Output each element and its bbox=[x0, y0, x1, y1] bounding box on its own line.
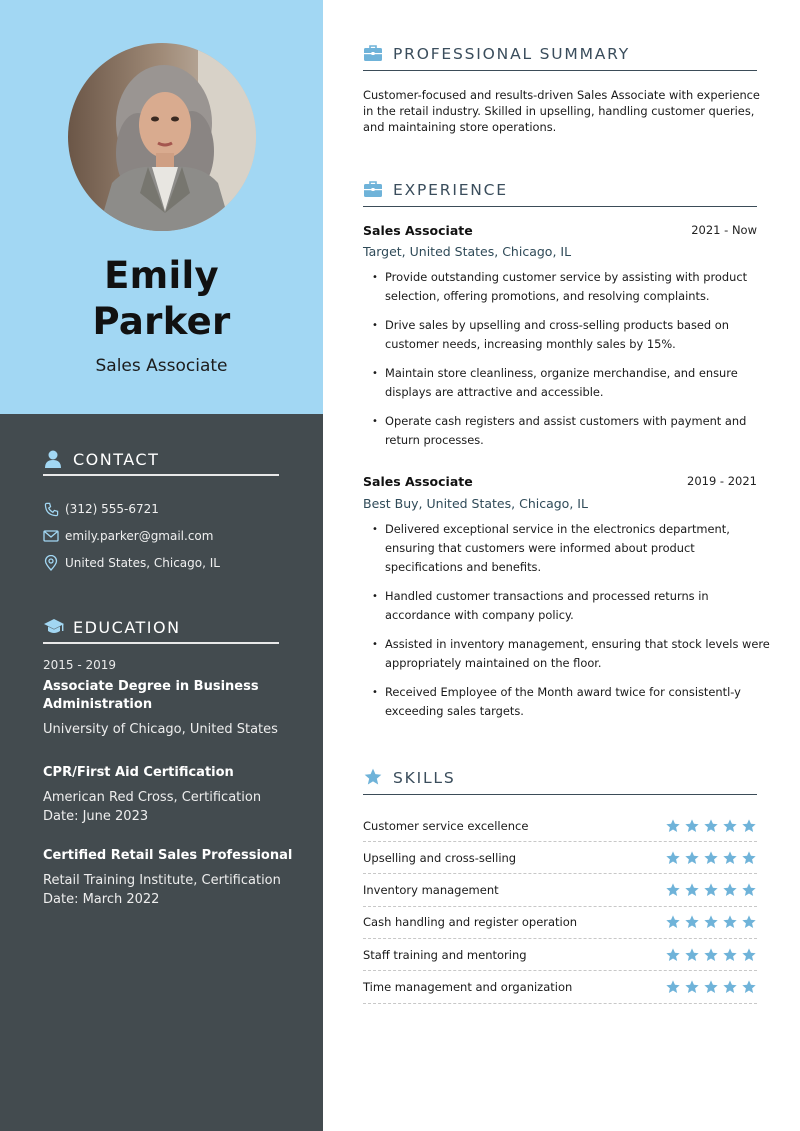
education-heading: EDUCATION bbox=[73, 618, 181, 637]
star-icon bbox=[665, 947, 681, 963]
education-item bbox=[43, 764, 303, 826]
location-icon bbox=[43, 555, 59, 571]
skill-row bbox=[363, 810, 757, 842]
star-icon bbox=[684, 818, 700, 834]
skills-divider bbox=[363, 794, 757, 795]
job-header bbox=[363, 223, 757, 238]
star-icon bbox=[722, 914, 738, 930]
contact-heading: CONTACT bbox=[73, 450, 160, 469]
location-text: United States, Chicago, IL bbox=[65, 556, 220, 570]
job-bullet: • Maintain store cleanliness, organize merchandise, and ensure displays are attractive and accessible. bbox=[363, 364, 773, 402]
briefcase-icon bbox=[363, 44, 383, 66]
briefcase-icon bbox=[363, 180, 383, 202]
job-bullet: • Assisted in inventory management, ensuring that stock levels were appropriately maintained on the floor. bbox=[363, 635, 773, 673]
star-icon bbox=[741, 850, 757, 866]
star-icon bbox=[703, 979, 719, 995]
skill-name: Cash handling and register operation bbox=[363, 915, 578, 930]
skills-heading: SKILLS bbox=[393, 769, 456, 787]
skill-rating bbox=[665, 979, 757, 995]
star-icon bbox=[665, 914, 681, 930]
job-bullet: • Operate cash registers and assist customers with payment and return processes. bbox=[363, 412, 773, 450]
job-bullet: • Received Employee of the Month award twice for consistentl-y exceeding sales targets. bbox=[363, 683, 773, 721]
phone-icon bbox=[43, 501, 59, 517]
user-icon bbox=[43, 449, 63, 473]
skill-name: Inventory management bbox=[363, 883, 499, 898]
star-icon bbox=[684, 979, 700, 995]
skill-rating bbox=[665, 850, 757, 866]
star-icon bbox=[665, 850, 681, 866]
experience-heading: EXPERIENCE bbox=[393, 181, 508, 199]
star-icon bbox=[684, 914, 700, 930]
email-icon bbox=[43, 528, 59, 544]
skill-rating bbox=[665, 882, 757, 898]
star-icon bbox=[741, 818, 757, 834]
star-icon bbox=[665, 882, 681, 898]
education-divider bbox=[43, 642, 279, 644]
first-name: Emily bbox=[104, 254, 219, 297]
star-icon bbox=[703, 818, 719, 834]
star-icon bbox=[684, 850, 700, 866]
contact-divider bbox=[43, 474, 279, 476]
skill-row bbox=[363, 907, 757, 939]
job-company: Best Buy, United States, Chicago, IL bbox=[363, 496, 588, 511]
sidebar bbox=[0, 0, 323, 1131]
job-dates: 2019 - 2021 bbox=[687, 474, 757, 488]
job-role: Sales Associate bbox=[363, 474, 473, 489]
email-text[interactable]: emily.parker@gmail.com bbox=[65, 529, 214, 543]
job-bullet: • Handled customer transactions and processed returns in accordance with company policy. bbox=[363, 587, 773, 625]
star-icon bbox=[741, 914, 757, 930]
last-name: Parker bbox=[92, 300, 231, 343]
star-icon bbox=[741, 882, 757, 898]
job-title: Sales Associate bbox=[95, 356, 228, 376]
profile-header bbox=[0, 0, 323, 414]
skill-row bbox=[363, 972, 757, 1004]
star-icon bbox=[703, 914, 719, 930]
education-school: University of Chicago, United States bbox=[43, 722, 278, 737]
job-bullets bbox=[363, 520, 773, 721]
skill-name: Customer service excellence bbox=[363, 818, 529, 833]
job-dates: 2021 - Now bbox=[691, 223, 757, 237]
education-dates: 2015 - 2019 bbox=[43, 658, 117, 672]
star-icon bbox=[722, 818, 738, 834]
star-icon bbox=[684, 947, 700, 963]
star-icon bbox=[665, 979, 681, 995]
star-icon bbox=[722, 850, 738, 866]
job-bullet: • Provide outstanding customer service by assisting with product selection, offering promotions, and resolving complaints. bbox=[363, 268, 773, 306]
skill-row bbox=[363, 875, 757, 907]
star-icon bbox=[722, 979, 738, 995]
job-role: Sales Associate bbox=[363, 223, 473, 238]
skill-name: Upselling and cross-selling bbox=[363, 850, 517, 865]
education-degree: Certified Retail Sales Professional bbox=[43, 848, 293, 863]
education-degree-cont: Administration bbox=[43, 697, 153, 712]
skill-row bbox=[363, 939, 757, 971]
star-icon bbox=[722, 947, 738, 963]
skill-name: Staff training and mentoring bbox=[363, 947, 527, 962]
education-school: American Red Cross, Certification bbox=[43, 790, 262, 805]
star-icon bbox=[703, 882, 719, 898]
contact-location bbox=[43, 554, 220, 572]
profile-photo bbox=[68, 43, 256, 231]
skill-rating bbox=[665, 818, 757, 834]
job-bullet: • Drive sales by upselling and cross-selling products based on customer needs, increasing monthly sales by 15%. bbox=[363, 316, 773, 354]
education-school: Retail Training Institute, Certification bbox=[43, 873, 281, 888]
job-bullets bbox=[363, 268, 773, 450]
job-header bbox=[363, 474, 757, 489]
contact-email bbox=[43, 527, 213, 545]
star-icon bbox=[665, 818, 681, 834]
star-icon bbox=[684, 882, 700, 898]
education-date: Date: March 2022 bbox=[43, 892, 160, 907]
skill-rating bbox=[665, 914, 757, 930]
job-company: Target, United States, Chicago, IL bbox=[363, 244, 572, 259]
experience-divider bbox=[363, 206, 757, 207]
job-bullet: • Delivered exceptional service in the electronics department, ensuring that customers were informed about product specifications and benefits. bbox=[363, 520, 773, 577]
education-degree: Associate Degree in Business bbox=[43, 679, 259, 694]
education-date: Date: June 2023 bbox=[43, 809, 149, 824]
skill-name: Time management and organization bbox=[363, 980, 573, 994]
education-item bbox=[43, 847, 303, 909]
skill-rating bbox=[665, 947, 757, 963]
star-icon bbox=[722, 882, 738, 898]
summary-text: Customer-focused and results-driven Sales Associate with experience in the retail industry. Skilled in upselling, handling customer queries, and maintaining store operations. bbox=[363, 88, 760, 134]
star-icon bbox=[741, 979, 757, 995]
phone-text[interactable]: (312) 555-6721 bbox=[65, 502, 159, 516]
contact-phone bbox=[43, 500, 159, 518]
education-item bbox=[43, 658, 303, 739]
summary-divider bbox=[363, 70, 757, 71]
star-icon bbox=[703, 850, 719, 866]
graduation-cap-icon bbox=[43, 617, 65, 641]
education-degree: CPR/First Aid Certification bbox=[43, 765, 234, 780]
skill-row bbox=[363, 842, 757, 874]
summary-heading: PROFESSIONAL SUMMARY bbox=[393, 45, 631, 63]
star-icon bbox=[703, 947, 719, 963]
star-icon bbox=[741, 947, 757, 963]
star-icon bbox=[363, 767, 383, 791]
